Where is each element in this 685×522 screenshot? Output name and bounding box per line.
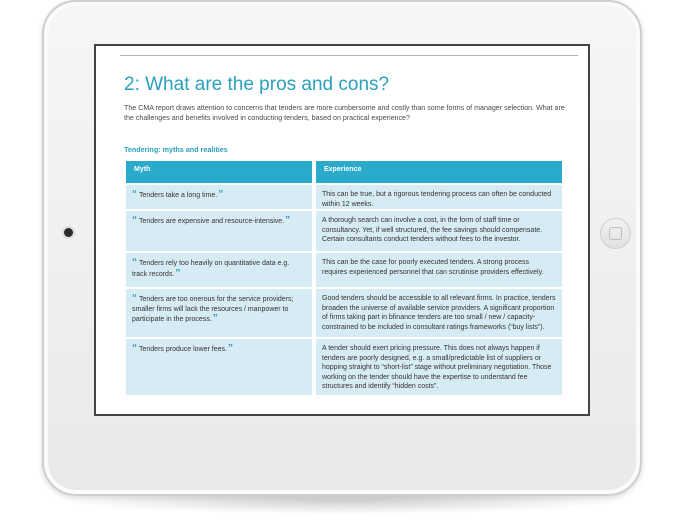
close-quote-icon: ” bbox=[175, 267, 181, 279]
myth-cell bbox=[126, 339, 312, 395]
open-quote-icon: “ bbox=[132, 293, 137, 304]
myth-text: Tenders rely too heavily on quantitative data e.g. track records. bbox=[132, 260, 290, 278]
home-button[interactable] bbox=[600, 218, 631, 249]
open-quote-icon: “ bbox=[132, 189, 137, 200]
experience-cell: This can be the case for poorly executed tenders. A strong process requires experienced personnel that can scrutinise providers effectively. bbox=[316, 253, 562, 287]
camera-icon bbox=[64, 228, 73, 237]
intro-paragraph: The CMA report draws attention to concerns that tenders are more cumbersome and costly than some forms of manager selection. What are the challenges and benefits involved in conducting tenders, based on practical experience? bbox=[124, 104, 565, 122]
myth-cell bbox=[126, 253, 312, 287]
header-experience: Experience bbox=[316, 161, 562, 183]
tablet-screen bbox=[94, 44, 590, 416]
myth-text: Tenders take a long time. bbox=[139, 192, 218, 199]
myth-text: Tenders are too onerous for the service providers; smaller firms will lack the resources / manpower to participate in the process. bbox=[132, 296, 294, 323]
experience-cell: A thorough search can involve a cost, in the form of staff time or consultancy. Yet, if well structured, the fee savings should compensate. Certain consultants conduct tenders without fees to the investor. bbox=[316, 211, 562, 251]
open-quote-icon: “ bbox=[132, 215, 137, 226]
close-quote-icon: ” bbox=[227, 343, 233, 354]
close-quote-icon: ” bbox=[218, 189, 224, 200]
header-myth: Myth bbox=[126, 161, 312, 183]
close-quote-icon: ” bbox=[285, 215, 291, 226]
experience-cell: This can be true, but a rigorous tendering process can often be conducted within 12 weeks. bbox=[316, 185, 562, 209]
myth-text: Tenders are expensive and resource-intensive. bbox=[139, 218, 285, 225]
myth-cell bbox=[126, 289, 312, 337]
table-header-row bbox=[126, 161, 562, 183]
myth-cell bbox=[126, 185, 312, 209]
table-row bbox=[126, 185, 562, 209]
table-row bbox=[126, 253, 562, 287]
page-title: 2: What are the pros and cons? bbox=[124, 74, 390, 95]
section-subheading: Tendering: myths and realities bbox=[124, 145, 228, 154]
table-row bbox=[126, 211, 562, 251]
open-quote-icon: “ bbox=[132, 343, 137, 354]
experience-cell: A tender should exert pricing pressure. This does not always happen if tenders are poorly designed, e.g. a small/predictable list of suppliers or hopping straight to “short-list” stage without preliminary negotiation. Those working on the tender should have the expertise to understand fee structures and identify “hidden costs”. bbox=[316, 339, 562, 395]
table-row bbox=[126, 289, 562, 337]
table-row bbox=[126, 339, 562, 395]
open-quote-icon: “ bbox=[132, 257, 137, 268]
close-quote-icon: ” bbox=[212, 313, 218, 324]
myth-text: Tenders produce lower fees. bbox=[139, 346, 227, 353]
top-divider bbox=[120, 55, 578, 56]
experience-cell: Good tenders should be accessible to all relevant firms. In practice, tenders broaden the universe of available service providers. A significant proportion of firms taking part in bfinance tenders are too small / new / capacity-constrained to be included in consultant ratings frameworks (“buy lists”). bbox=[316, 289, 562, 337]
myth-cell bbox=[126, 211, 312, 251]
